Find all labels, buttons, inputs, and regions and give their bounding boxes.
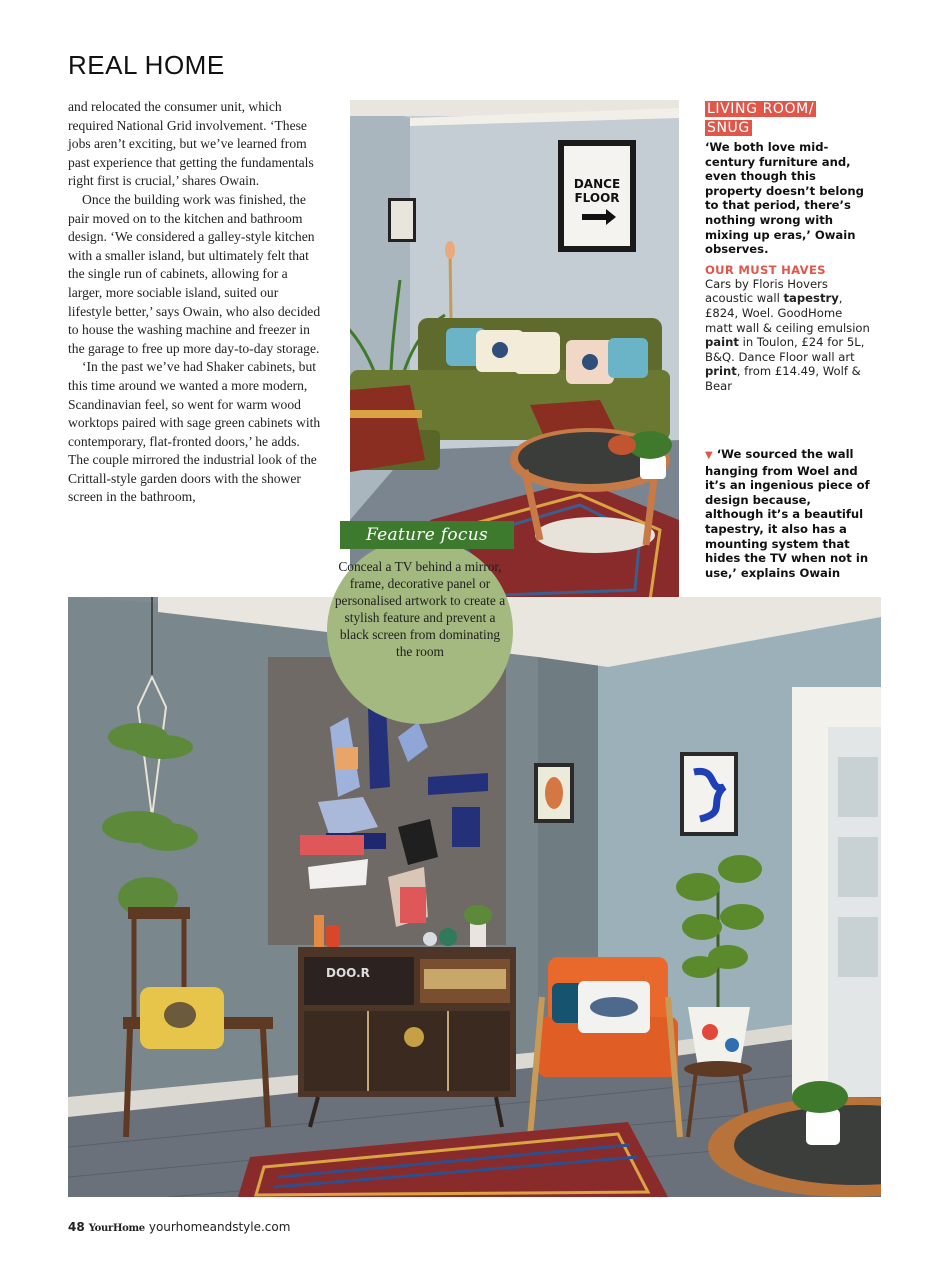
must-haves-segment: , from £14.49, Wolf & Bear (705, 364, 861, 393)
must-haves-segment: in Toulon, £24 for 5L, B&Q. Dance Floor wall art (705, 335, 865, 364)
must-haves-bold: print (705, 364, 737, 379)
article-paragraph: Once the building work was finished, the pair moved on to the kitchen and bathroom design. ‘We considered a galley-style kitchen with a smaller island, but ultimately felt that the single run of cabinets, allowing for a larger, more sociable island, suited our lifestyle better,’ says Owain, who also decided to house the washing machine and freezer in the garage to free up more day-to-day storage. (68, 191, 321, 356)
caption-marker-icon: ▼ (705, 450, 713, 461)
section-title: REAL HOME (68, 50, 225, 80)
must-haves-text (705, 277, 870, 394)
page-footer (68, 1220, 290, 1234)
radio-label: DOO.R (326, 966, 370, 980)
article-body (68, 98, 324, 507)
feature-focus-title: Feature focus (340, 521, 514, 549)
print-text-line2: FLOOR (574, 191, 620, 205)
feature-focus-text: Conceal a TV behind a mirror, frame, decorative panel or personalised artwork to create a stylish feature and prevent a black screen from dominating the room (334, 559, 506, 659)
website-url: yourhomeandstyle.com (148, 1220, 291, 1234)
print-text-line1: DANCE (573, 177, 621, 191)
article-paragraph: and relocated the consumer unit, which required National Grid involvement. ‘These jobs aren’t exciting, but we’ve learned from past experience that getting the fundamentals right first is crucial,’ shares Owain. (68, 99, 314, 189)
sidebar (705, 98, 870, 394)
must-haves-bold: tapestry (783, 291, 839, 306)
article-paragraph: ‘In the past we’ve had Shaker cabinets, but this time around we wanted a more modern, Scandinavian feel, so went for warm wood worktops paired with sage green cabinets with contemporary, flat-fronted doors,’ he adds. The couple mirrored the industrial look of the Crittall-style garden doors with the shower screen in the bathroom, (68, 359, 321, 505)
page-number: 48 (68, 1220, 85, 1234)
must-haves-segment: , £824, Woel. GoodHome matt wall & ceiling emulsion (705, 291, 870, 335)
must-haves-segment: Cars by Floris Hovers acoustic wall (705, 276, 828, 306)
must-haves-bold: paint (705, 335, 739, 350)
brand-logo: YourHome (88, 1223, 145, 1234)
must-haves-title: OUR MUST HAVES (705, 262, 826, 277)
room-label-wrap (705, 98, 845, 136)
photo-caption (705, 447, 870, 580)
pull-quote: ‘We both love mid-century furniture and, even though this property doesn’t belong to that period, there’s nothing wrong with mixing up eras,’ Owain observes. (705, 140, 864, 257)
room-label: LIVING ROOM/ SNUG (707, 101, 815, 136)
caption-text: ‘We sourced the wall hanging from Woel and it’s an ingenious piece of design because, although it’s a beautiful tapestry, it also has a mounting system that hides the TV when not in use,’ explains Owain (705, 447, 870, 580)
